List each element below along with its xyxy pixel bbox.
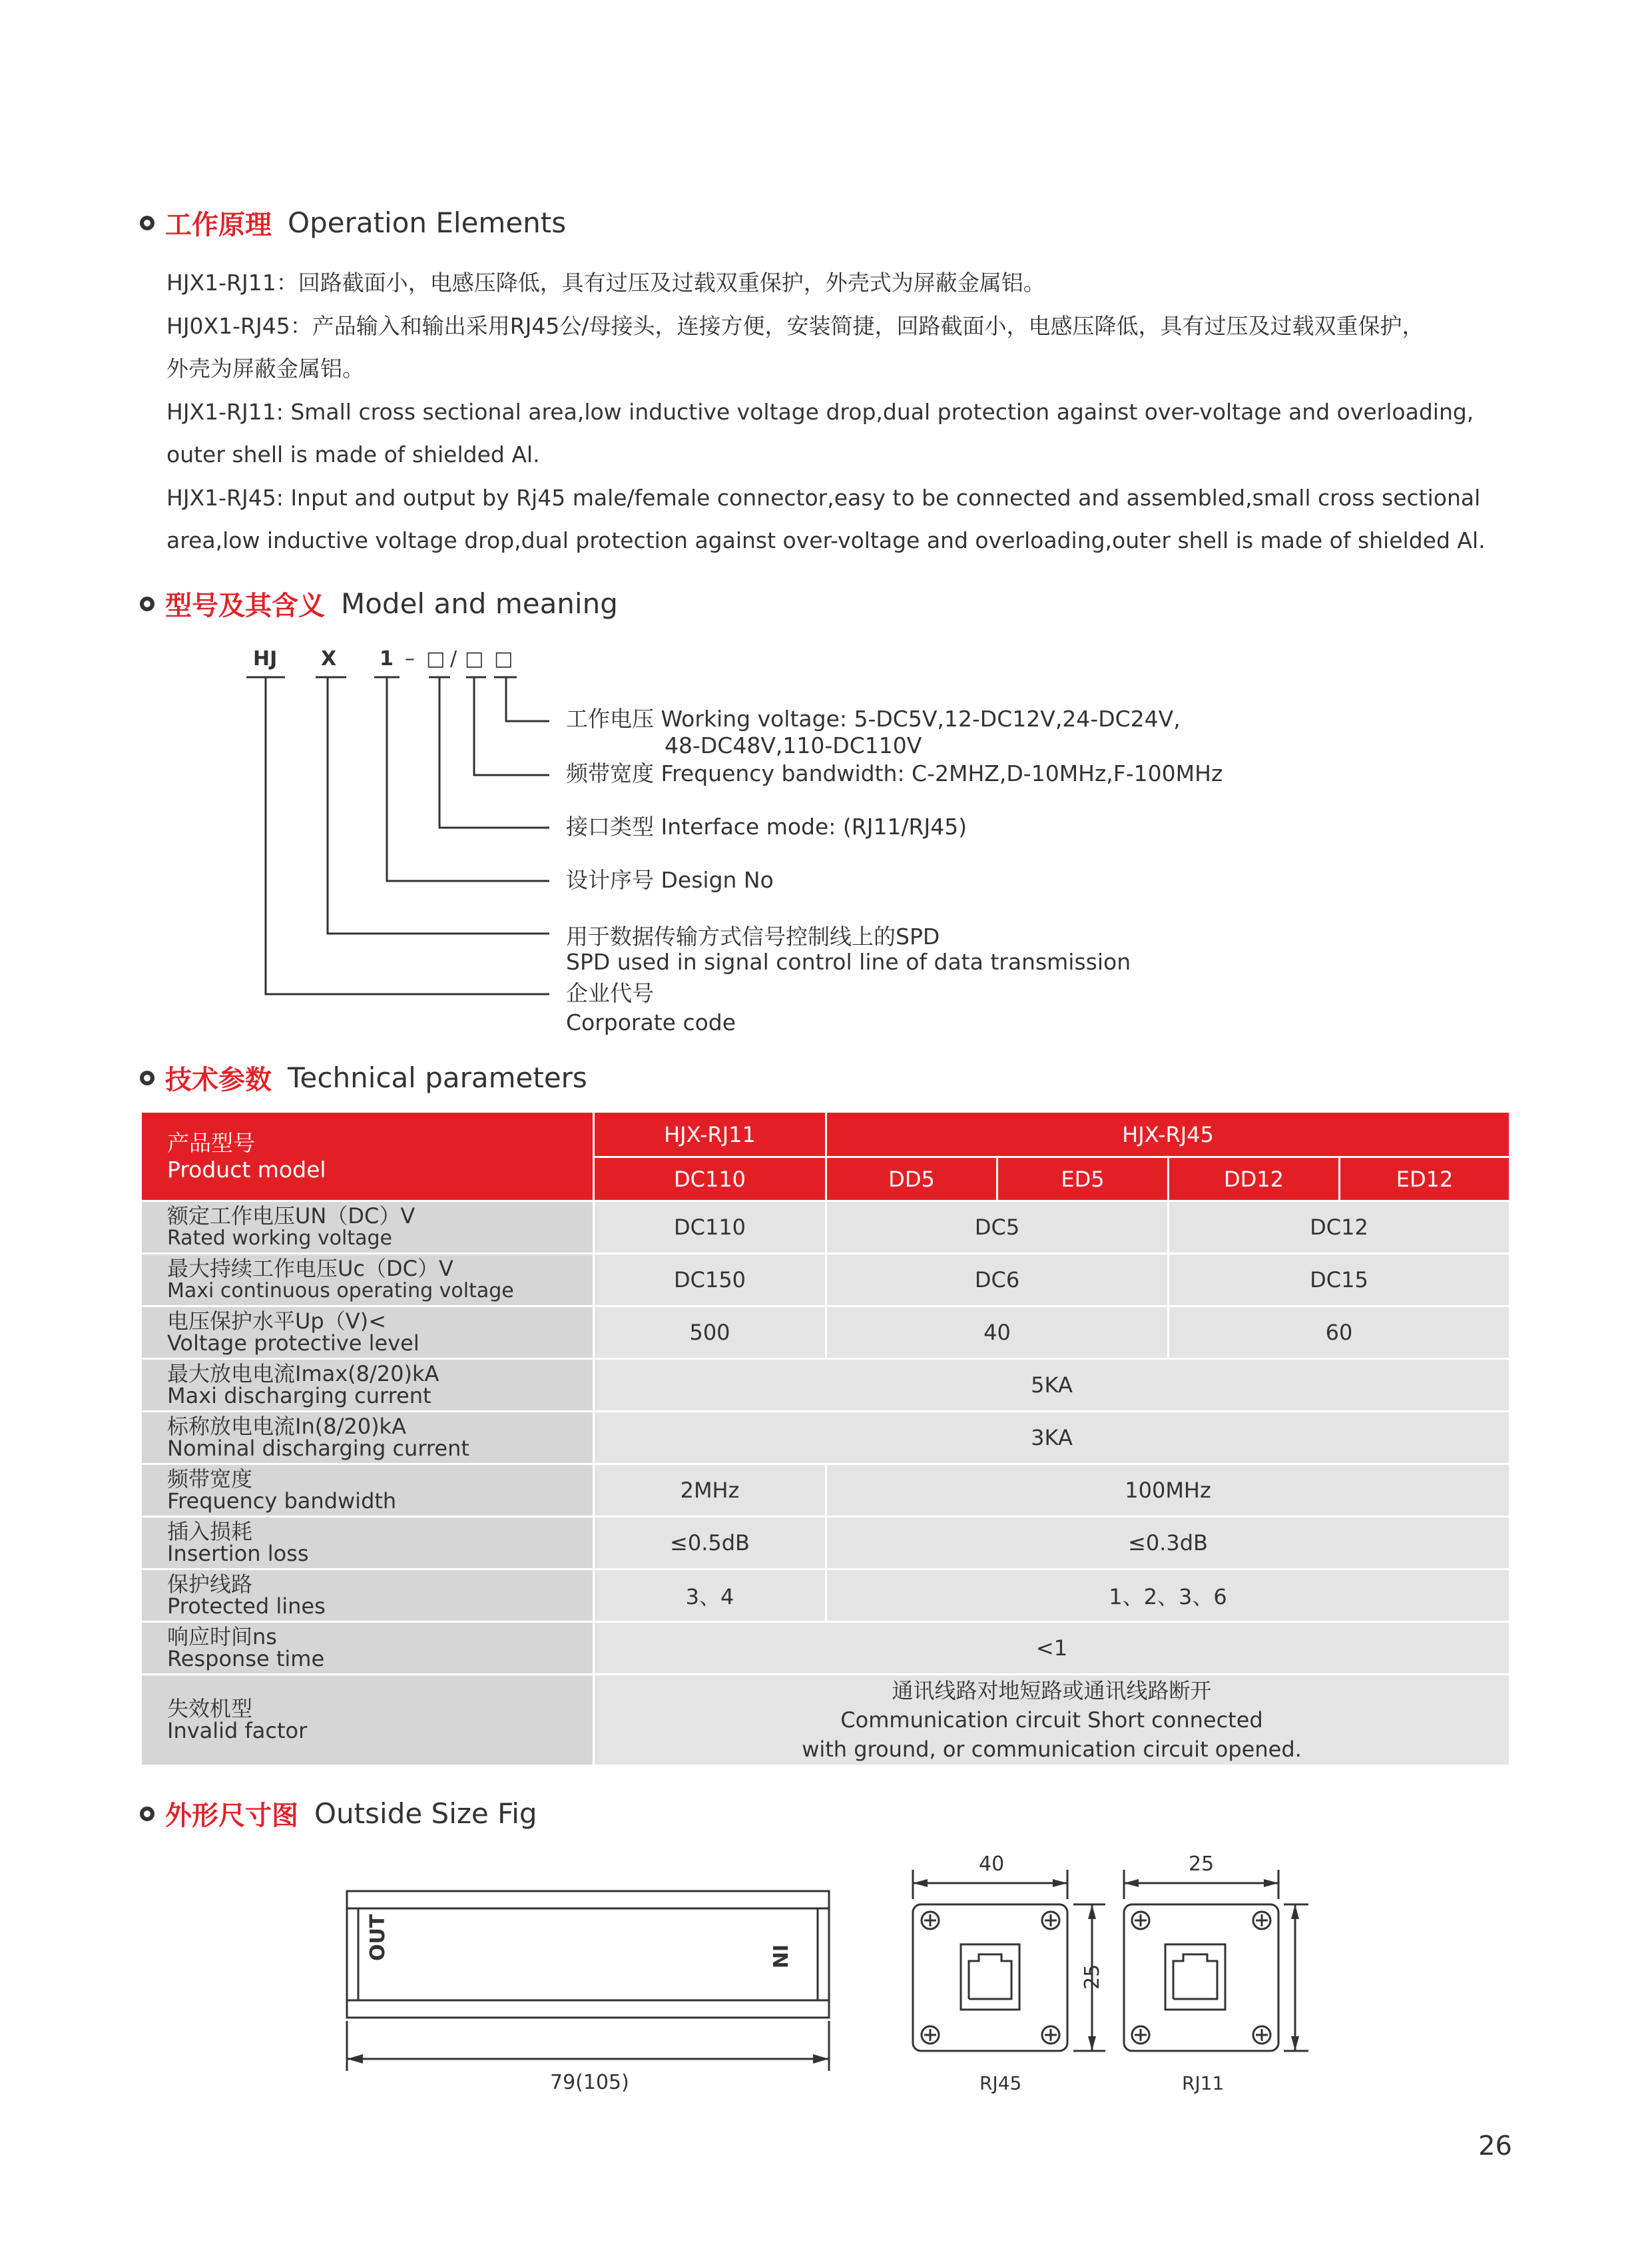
value-cell-invalid-factor [594,1675,1510,1766]
section-title-en: Operation Elements [288,206,567,239]
row-label-cn: 失效机型 [167,1696,253,1721]
rj45-caption: RJ45 [979,2072,1022,2094]
value-cell: DC15 [1169,1254,1510,1306]
in-label: IN [768,1944,791,1969]
table-row [141,1517,1510,1569]
value-cell: DC5 [826,1201,1169,1254]
row-label [141,1464,594,1517]
row-label [141,1359,594,1412]
row-label-cn: 标称放电电流In(8/20)kA [167,1414,406,1439]
table-row [141,1569,1510,1622]
row-label-en: Nominal discharging current [167,1436,469,1461]
model-cell: DD12 [1169,1157,1340,1201]
rj45-height-label: 25 [1081,1964,1104,1990]
table-row [141,1464,1510,1517]
bullet-icon [140,1807,154,1821]
legend-spd-en: SPD used in signal control line of data transmission [566,949,1131,975]
model-code-dash: – [405,647,415,671]
row-label-cn: 最大放电电流Imax(8/20)kA [167,1361,439,1386]
section-title-en: Outside Size Fig [314,1797,537,1830]
header-group-rj45: HJX-RJ45 [826,1112,1510,1157]
header-product-model [141,1112,594,1201]
value-cell: 40 [826,1306,1169,1359]
legend-voltage-line-2: 48-DC48V,110-DC110V [665,732,922,758]
row-label-cn: 额定工作电压UN（DC）V [167,1203,415,1229]
operation-line: HJ0X1-RJ45：产品输入和输出采用RJ45公/母接头，连接方便，安装简捷，回路截面小，电感压降低，具有过压及过载双重保护， [166,312,1424,339]
legend-interface: 接口类型 Interface mode: (RJ11/RJ45) [566,814,967,840]
out-label: OUT [366,1914,390,1961]
legend-spd-cn: 用于数据传输方式信号控制线上的SPD [566,924,940,950]
section-title-en: Model and meaning [341,587,618,620]
model-cell: ED5 [997,1157,1169,1201]
value-cell: 100MHz [826,1464,1510,1517]
section-title-en: Technical parameters [288,1061,587,1094]
value-cell: 60 [1169,1306,1510,1359]
value-cell: DC110 [594,1201,826,1254]
model-code-slash: / [450,647,457,671]
model-code-x: X [321,647,337,671]
header-label-cn: 产品型号 [167,1129,255,1156]
row-label-en: Rated working voltage [167,1227,392,1250]
model-cell: DC110 [594,1157,826,1201]
row-label-en: Protected lines [167,1593,326,1619]
row-label [141,1675,594,1766]
row-label-en: Maxi discharging current [167,1383,431,1408]
housing-side-view [347,1891,829,2018]
model-code-1: 1 [380,647,394,671]
legend-corp-cn: 企业代号 [566,980,654,1006]
value-cell: 5KA [594,1359,1510,1412]
value-cell: 3、4 [594,1569,826,1622]
operation-line: HJX1-RJ45: Input and output by Rj45 male/female connector,easy to be connected and assembled,small cross sectional [166,484,1481,511]
value-cell: 2MHz [594,1464,826,1517]
section-heading-tech [140,1059,587,1097]
table-row [141,1201,1510,1254]
operation-line: outer shell is made of shielded Al. [166,441,540,467]
row-label-en: Frequency bandwidth [167,1488,397,1514]
legend-corporate [566,979,736,1037]
row-label-en: Maxi continuous operating voltage [167,1279,514,1302]
rj11-caption: RJ11 [1182,2072,1225,2094]
value-cell: 3KA [594,1412,1510,1464]
page-number: 26 [1478,2131,1512,2161]
rj11-width-label: 25 [1189,1852,1215,1876]
model-code-box-interface: □ [426,647,445,671]
model-cell: DD5 [826,1157,997,1201]
row-label [141,1254,594,1306]
operation-line: area,low inductive voltage drop,dual protection against over-voltage and overloading,outer shell is made of shielded Al. [166,527,1486,553]
header-label-en: Product model [167,1156,326,1183]
outside-size-drawing [0,1851,1652,2104]
technical-parameters-table [140,1111,1511,1767]
legend-corp-en: Corporate code [566,1009,736,1035]
legend-bandwidth: 频带宽度 Frequency bandwidth: C-2MHZ,D-10MHz,F-100MHz [566,760,1223,786]
model-leader-lines [0,0,1652,1065]
table-row [141,1675,1510,1766]
operation-line: HJX1-RJ11: Small cross sectional area,low inductive voltage drop,dual protection against over-voltage and overloading, [166,398,1474,425]
operation-line: 外壳为屏蔽金属铝。 [166,356,364,382]
section-title-cn: 工作原理 [165,210,272,240]
table-row [141,1359,1510,1412]
row-label-cn: 最大持续工作电压Uc（DC）V [167,1256,453,1281]
legend-voltage-line-1: 工作电压 Working voltage: 5-DC5V,12-DC12V,24-DC24V, [566,706,1181,732]
row-label [141,1517,594,1569]
bullet-icon [140,1071,154,1085]
legend-spd [566,924,1131,975]
row-label-cn: 响应时间ns [167,1624,277,1649]
table-row [141,1254,1510,1306]
value-cell: ≤0.5dB [594,1517,826,1569]
value-cell: DC6 [826,1254,1169,1306]
row-label [141,1201,594,1254]
legend-working-voltage [566,706,1181,759]
header-group-rj11: HJX-RJ11 [594,1112,826,1157]
row-label-en: Invalid factor [167,1718,308,1743]
row-label-en: Insertion loss [167,1541,309,1566]
table-header-row [141,1112,1510,1157]
model-code-box-voltage: □ [494,647,513,671]
row-label-en: Voltage protective level [167,1330,419,1356]
value-cell: ≤0.3dB [826,1517,1510,1569]
row-label-cn: 频带宽度 [167,1466,253,1492]
section-title-cn: 外形尺寸图 [165,1801,298,1831]
section-heading-outside [140,1795,537,1832]
row-label [141,1569,594,1622]
invalid-factor-cn: 通讯线路对地短路或通讯线路断开 [892,1678,1212,1703]
table-row [141,1622,1510,1675]
model-cell: ED12 [1340,1157,1510,1201]
value-cell: DC150 [594,1254,826,1306]
legend-design: 设计序号 Design No [566,867,774,893]
value-cell: 500 [594,1306,826,1359]
model-code-box-bandwidth: □ [465,647,484,671]
row-label-cn: 保护线路 [167,1571,253,1597]
length-dimension-label: 79(105) [550,2071,629,2094]
value-cell: 1、2、3、6 [826,1569,1510,1622]
row-label-en: Response time [167,1646,325,1671]
value-cell: <1 [594,1622,1510,1675]
invalid-factor-en-1: Communication circuit Short connected [840,1707,1263,1733]
table-row [141,1412,1510,1464]
model-code-hj: HJ [253,647,278,671]
table-row [141,1306,1510,1359]
invalid-factor-en-2: with ground, or communication circuit opened. [802,1737,1302,1762]
row-label [141,1622,594,1675]
row-label-cn: 插入损耗 [167,1519,253,1544]
row-label [141,1412,594,1464]
rj45-width-label: 40 [979,1852,1005,1876]
section-title-cn: 技术参数 [165,1065,272,1095]
section-title-cn: 型号及其含义 [165,591,325,621]
row-label [141,1306,594,1359]
row-label-cn: 电压保护水平Up（V)< [167,1308,386,1334]
value-cell: DC12 [1169,1201,1510,1254]
operation-line: HJX1-RJ11：回路截面小，电感压降低，具有过压及过载双重保护，外壳式为屏蔽金属铝。 [166,270,1045,296]
